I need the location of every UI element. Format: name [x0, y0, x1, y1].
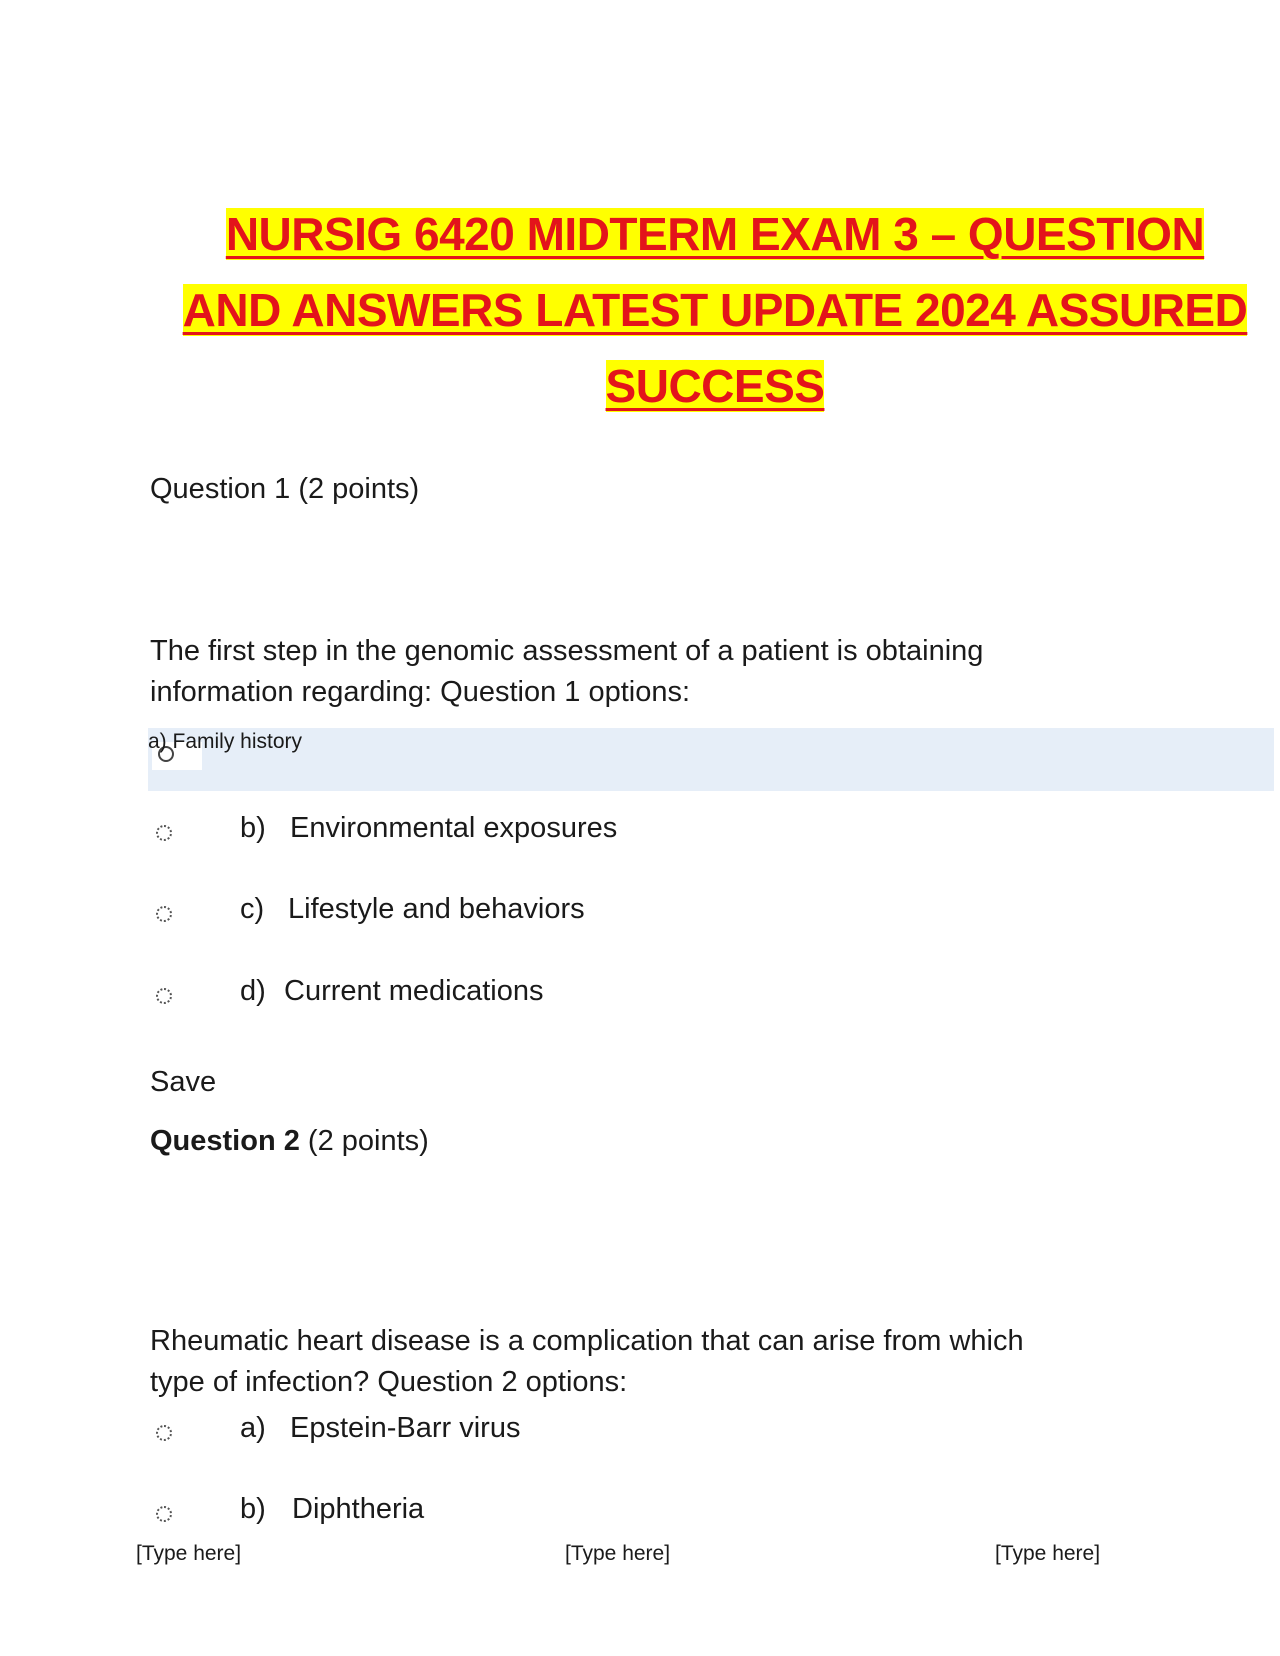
title-line-3: SUCCESS — [605, 360, 825, 412]
option-label: Diphtheria — [292, 1493, 425, 1525]
q2-option-a-row[interactable] — [150, 1412, 850, 1453]
option-label: Environmental exposures — [290, 812, 618, 844]
option-letter: a) — [240, 1412, 266, 1444]
option-label: Epstein-Barr virus — [290, 1412, 521, 1444]
question-1-header: Question 1 (2 points) — [150, 473, 420, 505]
option-letter: d) — [240, 975, 266, 1007]
footer-right: [Type here] — [995, 1542, 1101, 1565]
option-b-row[interactable] — [150, 812, 850, 853]
radio-icon[interactable] — [156, 988, 172, 1004]
title-line-1: NURSIG 6420 MIDTERM EXAM 3 – QUESTION — [225, 208, 1205, 260]
question-2-text: Rheumatic heart disease is a complication that can arise from which type of infection? Question 2 options: — [150, 1325, 1024, 1398]
option-d-row[interactable] — [150, 975, 850, 1016]
radio-icon[interactable] — [156, 825, 172, 841]
question-2-points: (2 points) — [299, 1125, 429, 1157]
title-line-2: AND ANSWERS LATEST UPDATE 2024 ASSURED — [182, 284, 1248, 336]
q2-option-b-row[interactable] — [150, 1493, 850, 1534]
save-button[interactable]: Save — [150, 1066, 217, 1098]
radio-icon[interactable] — [156, 1425, 172, 1441]
question-2-header — [150, 1121, 429, 1162]
option-letter: c) — [240, 893, 265, 925]
option-letter: b) — [240, 812, 266, 844]
question-2-title: Question 2 — [150, 1125, 300, 1157]
radio-icon[interactable] — [156, 906, 172, 922]
footer-left: [Type here] — [136, 1542, 242, 1565]
option-c-row[interactable] — [150, 893, 850, 934]
question-1-text: The first step in the genomic assessment of a patient is obtaining information regarding: Question 1 options: — [150, 635, 984, 708]
document-title — [150, 196, 1280, 424]
option-a-label: a) Family history — [148, 730, 303, 753]
option-a-selected-row[interactable] — [148, 728, 1274, 791]
radio-icon[interactable] — [156, 1506, 172, 1522]
option-label: Lifestyle and behaviors — [288, 893, 585, 925]
option-label: Current medications — [284, 975, 544, 1007]
option-letter: b) — [240, 1493, 266, 1525]
footer-center: [Type here] — [565, 1542, 671, 1565]
